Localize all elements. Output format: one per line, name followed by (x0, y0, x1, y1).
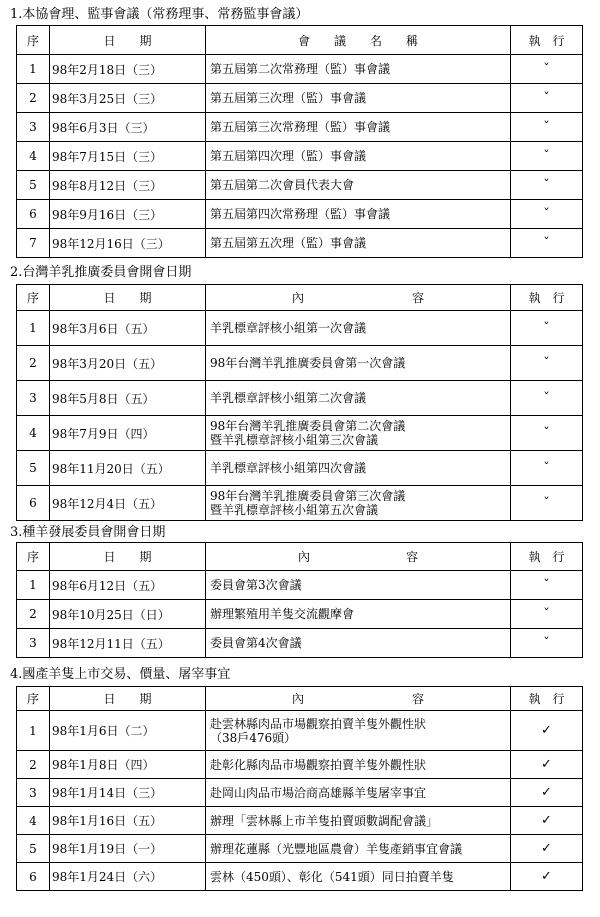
row-content-line: 98年台灣羊乳推廣委員會第二次會議 (210, 419, 406, 433)
header-content: 內 容 (206, 687, 511, 711)
row-number: 2 (17, 751, 50, 779)
row-exec-cell (511, 779, 583, 807)
row-content (206, 779, 511, 807)
row-exec-cell (511, 142, 583, 171)
check-mark-icon: ˇ (543, 119, 550, 135)
row-date: 98年6月3日（三） (50, 113, 206, 142)
row-content (206, 629, 511, 658)
check-mark-icon: ˇ (543, 177, 550, 193)
section-1-title: 1.本協會理、監事會議（常務理事、常務監事會議） (10, 7, 309, 22)
row-date: 98年1月16日（五） (50, 807, 206, 835)
row-content (206, 835, 511, 863)
header-content: 內 容 (206, 543, 511, 571)
row-content-line: 辦理「雲林縣上市羊隻拍賣頭數調配會議」 (210, 813, 439, 828)
table-header-row (17, 687, 583, 711)
header-date: 日 期 (50, 687, 206, 711)
row-exec-cell (511, 200, 583, 229)
row-exec-cell (511, 55, 583, 84)
check-mark-icon: ˇ (543, 235, 550, 251)
row-exec-cell (511, 807, 583, 835)
table-row (17, 113, 583, 142)
check-mark-icon: ✓ (541, 813, 552, 828)
row-content-line: （38戶476頭） (210, 730, 297, 745)
row-content (206, 200, 511, 229)
row-date: 98年12月16日（三） (50, 229, 206, 258)
row-content-line: 赴雲林縣肉品市場觀察拍賣羊隻外觀性狀 (210, 716, 427, 731)
header-exec: 執 行 (511, 26, 583, 55)
row-exec-cell (511, 571, 583, 600)
table-row (17, 629, 583, 658)
check-mark-icon: ˇ (543, 320, 550, 336)
row-number: 6 (17, 200, 50, 229)
row-content-line: 第五屆第五次理（監）事會議 (210, 236, 367, 250)
row-date: 98年7月9日（四） (50, 416, 206, 451)
row-content (206, 229, 511, 258)
table-row (17, 571, 583, 600)
row-content (206, 55, 511, 84)
table-row (17, 84, 583, 113)
table-row (17, 486, 583, 521)
header-no: 序 (17, 543, 50, 571)
header-date: 日 期 (50, 543, 206, 571)
row-exec-cell (511, 416, 583, 451)
row-date: 98年1月6日（二） (50, 711, 206, 751)
row-content (206, 311, 511, 346)
header-date: 日 期 (50, 26, 206, 55)
row-date: 98年11月20日（五） (50, 451, 206, 486)
row-date: 98年10月25日（日） (50, 600, 206, 629)
check-mark-icon: ˇ (543, 606, 550, 622)
section-4-title: 4.國產羊隻上市交易、價量、屠宰事宜 (10, 667, 231, 682)
row-content-line: 雲林（450頭）、彰化（541頭）同日拍賣羊隻 (210, 869, 454, 884)
row-exec-cell (511, 835, 583, 863)
row-content (206, 600, 511, 629)
table-header-row (17, 26, 583, 55)
row-number: 2 (17, 84, 50, 113)
table-row (17, 55, 583, 84)
section-3-title: 3.種羊發展委員會開會日期 (10, 525, 166, 540)
check-mark-icon: ˇ (543, 425, 550, 441)
row-content (206, 571, 511, 600)
table-row (17, 751, 583, 779)
row-date: 98年1月24日（六） (50, 863, 206, 891)
header-no: 序 (17, 26, 50, 55)
row-date: 98年2月18日（三） (50, 55, 206, 84)
row-number: 7 (17, 229, 50, 258)
table-row (17, 711, 583, 751)
check-mark-icon: ˇ (543, 148, 550, 164)
row-content-line: 暨羊乳標章評核小組第三次會議 (210, 433, 379, 447)
row-date: 98年12月4日（五） (50, 486, 206, 521)
check-mark-icon: ˇ (543, 577, 550, 593)
row-content-line: 羊乳標章評核小組第四次會議 (210, 461, 367, 475)
row-content (206, 346, 511, 381)
row-content-line: 赴岡山肉品市場洽商高雄縣羊隻屠宰事宜 (210, 785, 427, 800)
row-date: 98年7月15日（三） (50, 142, 206, 171)
row-content (206, 451, 511, 486)
table-header-row (17, 543, 583, 571)
row-number: 3 (17, 113, 50, 142)
row-number: 2 (17, 346, 50, 381)
row-exec-cell (511, 229, 583, 258)
check-mark-icon: ✓ (541, 723, 552, 738)
section-2-table (16, 284, 583, 521)
row-content-line: 委員會第4次會議 (210, 636, 302, 650)
row-date: 98年8月12日（三） (50, 171, 206, 200)
row-number: 1 (17, 571, 50, 600)
check-mark-icon: ˇ (543, 460, 550, 476)
check-mark-icon: ˇ (543, 635, 550, 651)
check-mark-icon: ✓ (541, 785, 552, 800)
row-content (206, 416, 511, 451)
row-content-line: 羊乳標章評核小組第二次會議 (210, 391, 367, 405)
row-content-line: 第五屆第二次常務理（監）事會議 (210, 62, 391, 76)
table-row (17, 171, 583, 200)
row-number: 3 (17, 381, 50, 416)
row-exec-cell (511, 863, 583, 891)
table-row (17, 142, 583, 171)
table-row (17, 863, 583, 891)
row-exec-cell (511, 113, 583, 142)
table-header-row (17, 285, 583, 311)
row-exec-cell (511, 171, 583, 200)
row-date: 98年3月20日（五） (50, 346, 206, 381)
row-content-line: 第五屆第二次會員代表大會 (210, 178, 355, 192)
row-content (206, 863, 511, 891)
row-exec-cell (511, 751, 583, 779)
table-row (17, 381, 583, 416)
row-content-line: 暨羊乳標章評核小組第五次會議 (210, 503, 379, 517)
row-number: 6 (17, 486, 50, 521)
table-row (17, 200, 583, 229)
row-date: 98年12月11日（五） (50, 629, 206, 658)
table-row (17, 779, 583, 807)
row-content-line: 第五屆第四次理（監）事會議 (210, 149, 367, 163)
row-content-line: 98年台灣羊乳推廣委員會第三次會議 (210, 489, 406, 503)
header-exec: 執 行 (511, 285, 583, 311)
row-content-line: 第五屆第三次常務理（監）事會議 (210, 120, 391, 134)
row-content (206, 711, 511, 751)
row-content-line: 羊乳標章評核小組第一次會議 (210, 321, 367, 335)
row-content-line: 辦理花蓮縣（光豐地區農會）羊隻產銷事宜會議 (210, 841, 463, 856)
check-mark-icon: ✓ (541, 757, 552, 772)
row-content (206, 486, 511, 521)
row-number: 3 (17, 629, 50, 658)
row-exec-cell (511, 629, 583, 658)
section-1-table (16, 25, 583, 258)
row-content (206, 171, 511, 200)
header-no: 序 (17, 687, 50, 711)
table-row (17, 807, 583, 835)
table-row (17, 451, 583, 486)
row-date: 98年3月6日（五） (50, 311, 206, 346)
section-3-table (16, 542, 583, 658)
row-content (206, 113, 511, 142)
row-exec-cell (511, 311, 583, 346)
row-exec-cell (511, 600, 583, 629)
section-4-table (16, 686, 583, 891)
row-exec-cell (511, 381, 583, 416)
row-date: 98年1月8日（四） (50, 751, 206, 779)
table-row (17, 600, 583, 629)
row-content-line: 辦理繁殖用羊隻交流觀摩會 (210, 607, 355, 621)
check-mark-icon: ˇ (543, 390, 550, 406)
row-content (206, 381, 511, 416)
row-number: 5 (17, 171, 50, 200)
row-content-line: 98年台灣羊乳推廣委員會第一次會議 (210, 356, 406, 370)
row-number: 6 (17, 863, 50, 891)
row-date: 98年9月16日（三） (50, 200, 206, 229)
header-exec: 執 行 (511, 543, 583, 571)
row-content (206, 84, 511, 113)
check-mark-icon: ˇ (543, 206, 550, 222)
row-exec-cell (511, 346, 583, 381)
row-number: 2 (17, 600, 50, 629)
row-content-line: 第五屆第四次常務理（監）事會議 (210, 207, 391, 221)
row-date: 98年5月8日（五） (50, 381, 206, 416)
check-mark-icon: ˇ (543, 90, 550, 106)
row-exec-cell (511, 486, 583, 521)
row-number: 4 (17, 142, 50, 171)
row-content-line: 第五屆第三次理（監）事會議 (210, 91, 367, 105)
header-no: 序 (17, 285, 50, 311)
row-content (206, 142, 511, 171)
header-exec: 執 行 (511, 687, 583, 711)
table-row (17, 835, 583, 863)
row-date: 98年1月19日（一） (50, 835, 206, 863)
row-exec-cell (511, 84, 583, 113)
table-row (17, 346, 583, 381)
row-number: 1 (17, 55, 50, 84)
header-date: 日 期 (50, 285, 206, 311)
row-number: 4 (17, 416, 50, 451)
header-content: 會 議 名 稱 (206, 26, 511, 55)
check-mark-icon: ˇ (543, 61, 550, 77)
check-mark-icon: ˇ (543, 495, 550, 511)
row-date: 98年1月14日（三） (50, 779, 206, 807)
row-number: 1 (17, 311, 50, 346)
check-mark-icon: ✓ (541, 869, 552, 884)
header-content: 內 容 (206, 285, 511, 311)
section-2-title: 2.台灣羊乳推廣委員會開會日期 (10, 265, 192, 280)
table-row (17, 229, 583, 258)
check-mark-icon: ✓ (541, 841, 552, 856)
row-exec-cell (511, 711, 583, 751)
row-number: 5 (17, 451, 50, 486)
row-content (206, 807, 511, 835)
check-mark-icon: ˇ (543, 355, 550, 371)
row-number: 3 (17, 779, 50, 807)
table-row (17, 416, 583, 451)
row-content-line: 赴彰化縣肉品市場觀察拍賣羊隻外觀性狀 (210, 757, 427, 772)
row-date: 98年3月25日（三） (50, 84, 206, 113)
table-row (17, 311, 583, 346)
row-content-line: 委員會第3次會議 (210, 578, 302, 592)
row-date: 98年6月12日（五） (50, 571, 206, 600)
row-number: 4 (17, 807, 50, 835)
row-content (206, 751, 511, 779)
row-number: 5 (17, 835, 50, 863)
row-number: 1 (17, 711, 50, 751)
row-exec-cell (511, 451, 583, 486)
